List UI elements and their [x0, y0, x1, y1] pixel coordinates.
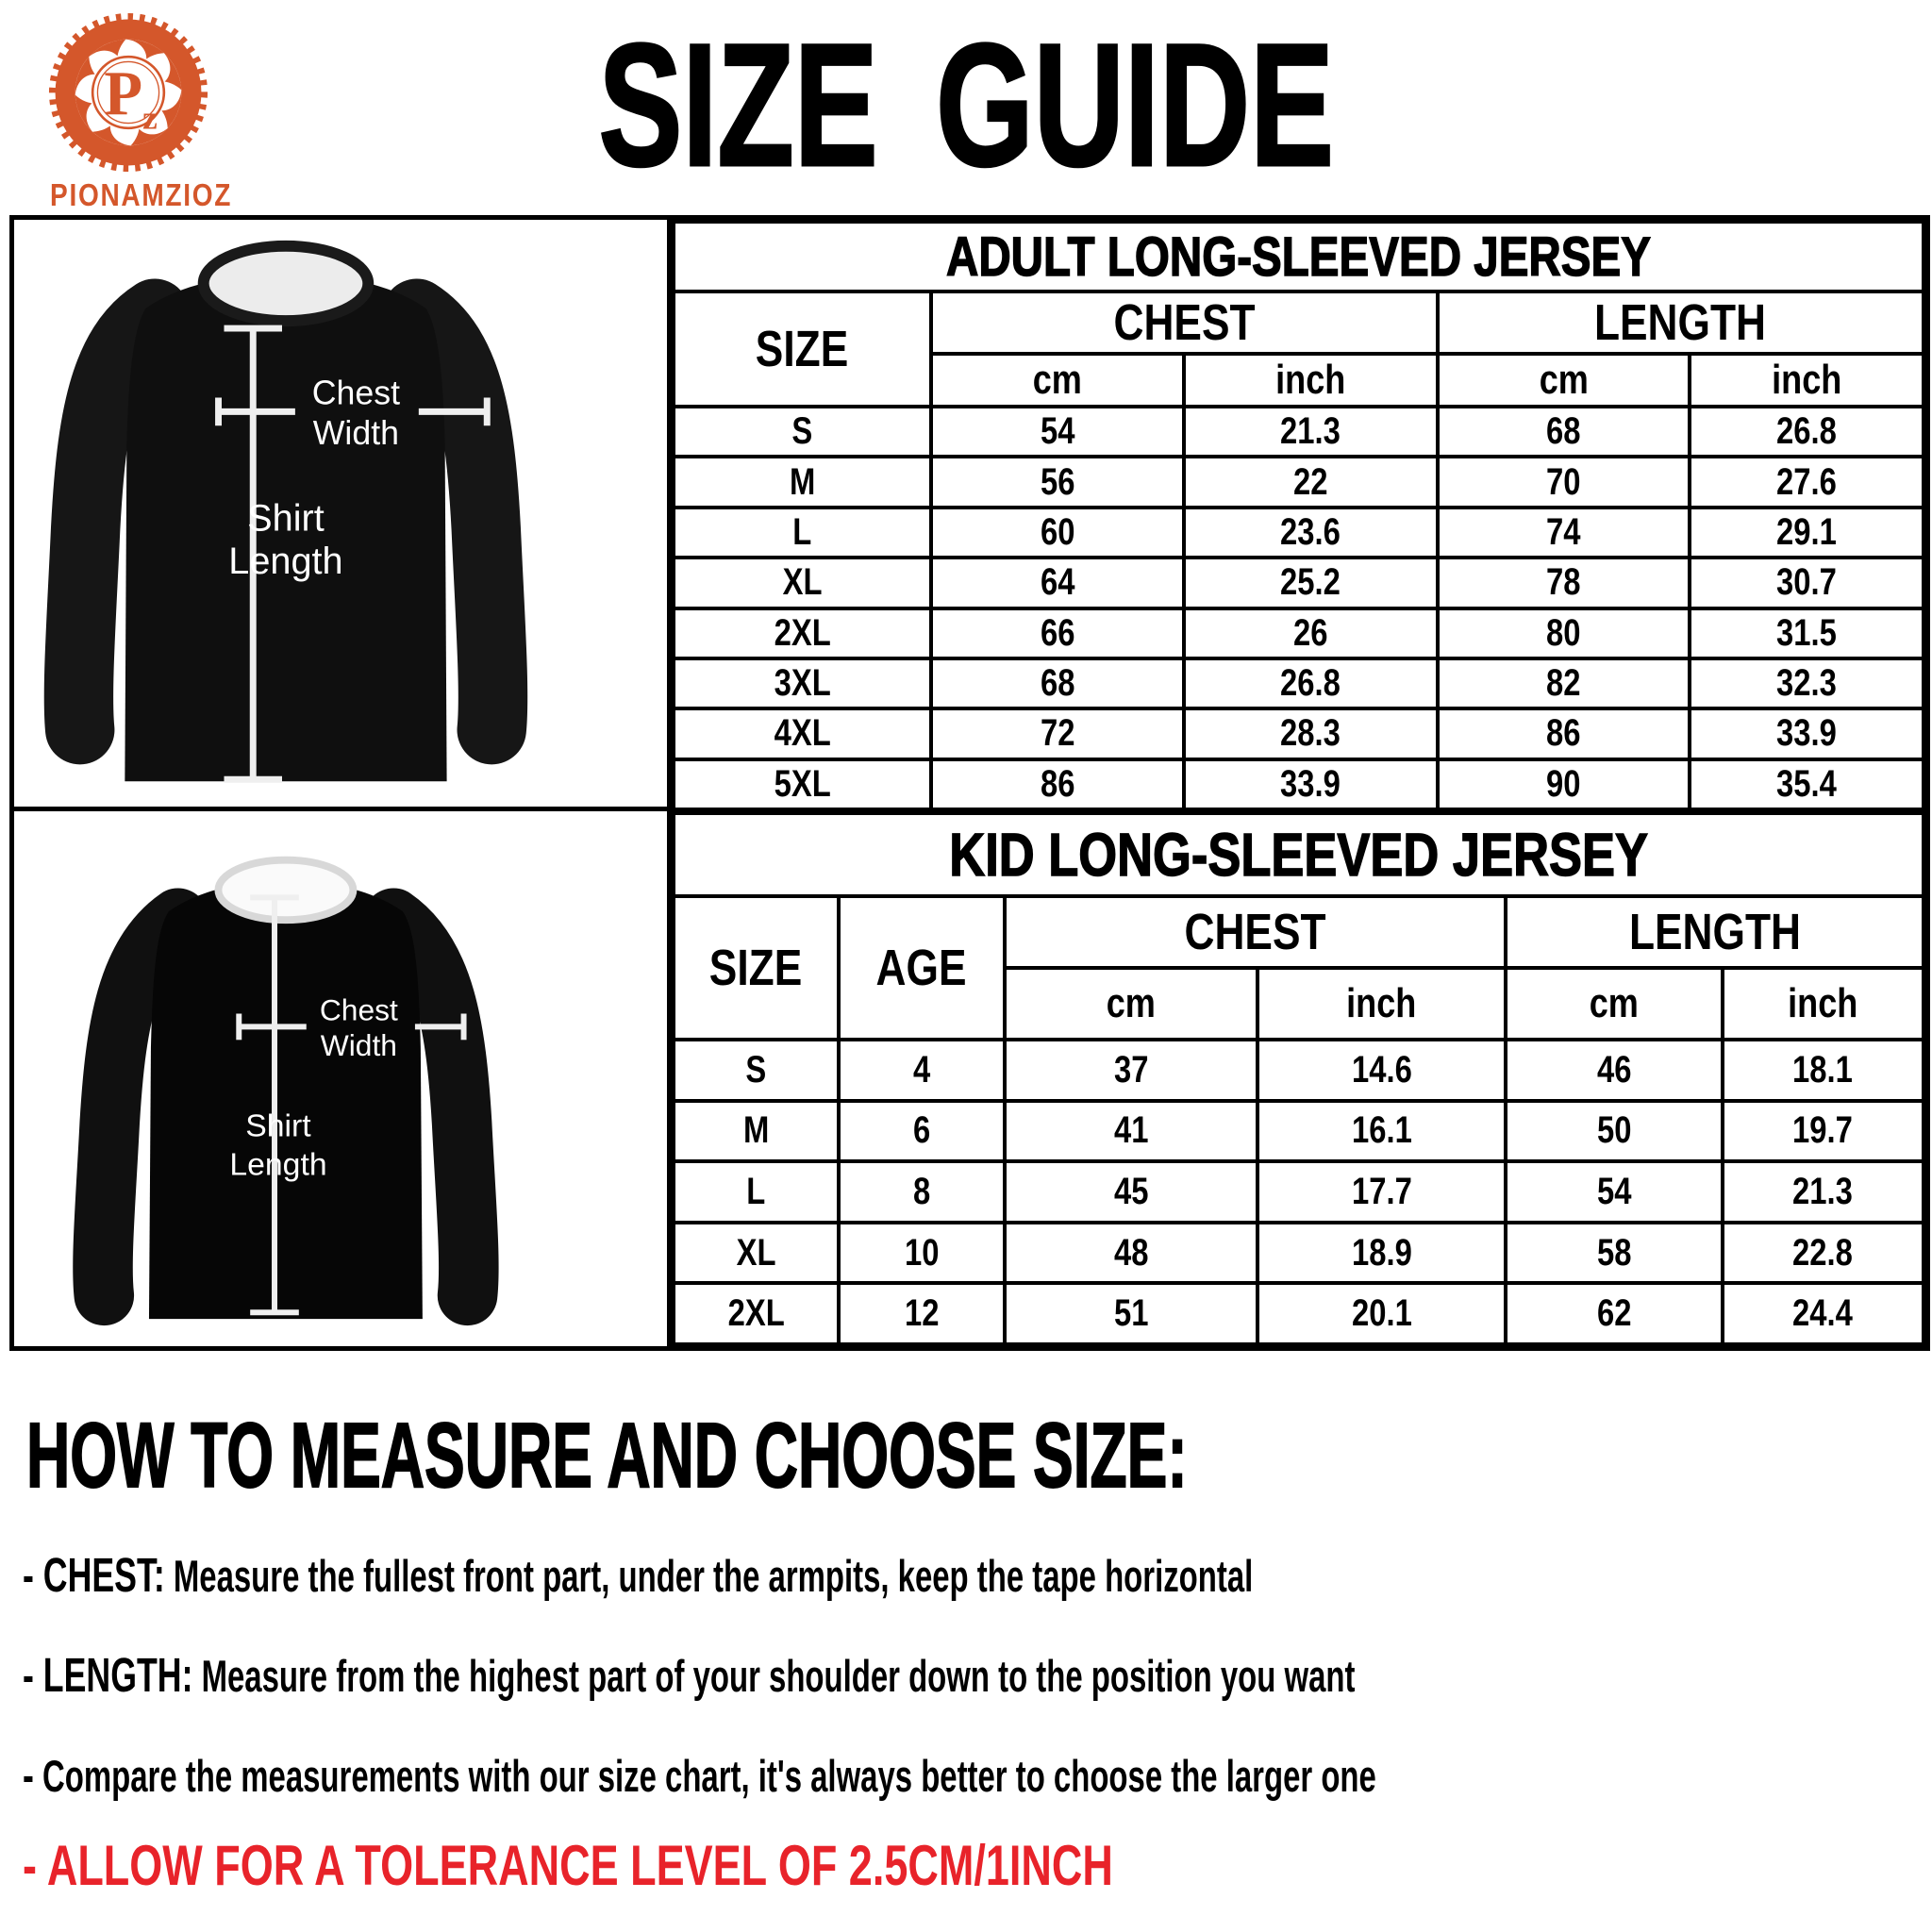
table-cell-length_cm: 82: [1438, 658, 1690, 708]
table-row: [674, 407, 1924, 457]
bullet-length: [23, 1649, 1926, 1702]
bullet-chest-text: Measure the fullest front part, under the armpits, keep the tape horizontal: [173, 1551, 1254, 1601]
table-row: [674, 508, 1924, 558]
table-cell-length_cm: 54: [1506, 1161, 1722, 1223]
table-cell-length_inch: 26.8: [1690, 407, 1924, 457]
table-cell-length_cm: 62: [1506, 1283, 1722, 1344]
table-cell-length_cm: 70: [1438, 457, 1690, 507]
adult-table-area: [672, 220, 1925, 811]
adult-size-table: [672, 220, 1925, 811]
kid-jersey-figure: [14, 811, 672, 1346]
table-cell-chest_inch: 17.7: [1257, 1161, 1507, 1223]
bullet-compare-label: -: [23, 1748, 34, 1802]
table-cell-length_inch: 32.3: [1690, 658, 1924, 708]
adult-table-title-row: [674, 222, 1924, 291]
bullet-compare-text: Compare the measurements with our size chart, it's always better to choose the larger one: [42, 1751, 1376, 1801]
table-row: [674, 1101, 1924, 1162]
bullet-compare: [23, 1749, 1932, 1802]
table-row: [674, 658, 1924, 708]
kid-table-area: [672, 811, 1925, 1346]
table-cell-chest_cm: 68: [931, 658, 1184, 708]
table-cell-chest_inch: 23.6: [1184, 508, 1438, 558]
page-title: SIZE GUIDE: [598, 8, 1334, 203]
table-cell-age: 12: [839, 1283, 1005, 1344]
length-cm-header: cm: [1589, 980, 1640, 1026]
table-row: [674, 1223, 1924, 1284]
table-cell-chest_inch: 28.3: [1184, 708, 1438, 758]
tolerance-note: - ALLOW FOR A TOLERANCE LEVEL OF 2.5CM/1INCH: [23, 1834, 1113, 1897]
shirt-length-label2: Length: [229, 1146, 327, 1183]
length-cm-header: cm: [1539, 357, 1589, 403]
shirt-length-label2: Length: [228, 540, 343, 582]
chest-cm-header: cm: [1106, 980, 1156, 1026]
table-cell-chest_cm: 51: [1005, 1283, 1257, 1344]
table-cell-chest_inch: 14.6: [1257, 1040, 1507, 1101]
table-cell-length_cm: 58: [1506, 1223, 1722, 1284]
table-row: [674, 708, 1924, 758]
length-inch-header: inch: [1788, 980, 1858, 1026]
table-cell-length_cm: 74: [1438, 508, 1690, 558]
table-row: [674, 1283, 1924, 1344]
table-cell-size: M: [674, 1101, 839, 1162]
bullet-chest-label: - CHEST:: [23, 1548, 165, 1602]
table-cell-chest_cm: 56: [931, 457, 1184, 507]
table-cell-size: XL: [674, 558, 931, 608]
chest-width-label: Chest: [311, 374, 401, 412]
bullet-chest: [23, 1549, 1780, 1602]
table-cell-size: S: [674, 407, 931, 457]
brand-name: PIONAMZIOZ: [50, 177, 233, 212]
table-cell-size: M: [674, 457, 931, 507]
table-cell-size: L: [674, 508, 931, 558]
table-row: [674, 1040, 1924, 1101]
table-row: [674, 608, 1924, 658]
shirt-length-label: Shirt: [245, 1108, 311, 1144]
table-cell-chest_cm: 54: [931, 407, 1184, 457]
table-cell-length_cm: 80: [1438, 608, 1690, 658]
length-header: LENGTH: [1628, 904, 1801, 960]
chest-cm-header: cm: [1032, 357, 1082, 403]
table-cell-chest_cm: 86: [931, 759, 1184, 809]
chest-width-label: Chest: [319, 992, 398, 1027]
chest-width-label2: Width: [312, 414, 400, 453]
chest-header: CHEST: [1113, 294, 1256, 351]
chest-header: CHEST: [1184, 904, 1326, 960]
table-cell-age: 6: [839, 1101, 1005, 1162]
table-cell-length_inch: 29.1: [1690, 508, 1924, 558]
length-header: LENGTH: [1594, 294, 1767, 351]
kid-table-title: KID LONG-SLEEVED JERSEY: [949, 821, 1648, 889]
table-cell-length_inch: 22.8: [1723, 1223, 1924, 1284]
table-cell-length_cm: 50: [1506, 1101, 1722, 1162]
table-cell-chest_cm: 60: [931, 508, 1184, 558]
table-cell-size: 3XL: [674, 658, 931, 708]
size-header: SIZE: [709, 940, 803, 996]
table-cell-length_inch: 21.3: [1723, 1161, 1924, 1223]
table-cell-size: 4XL: [674, 708, 931, 758]
table-cell-chest_cm: 45: [1005, 1161, 1257, 1223]
table-row: [674, 759, 1924, 809]
kid-jersey-image: [14, 811, 667, 1346]
table-cell-length_cm: 86: [1438, 708, 1690, 758]
table-cell-size: 5XL: [674, 759, 931, 809]
table-cell-chest_inch: 20.1: [1257, 1283, 1507, 1344]
how-to-heading: HOW TO MEASURE AND CHOOSE SIZE:: [26, 1404, 1188, 1507]
table-cell-size: 2XL: [674, 1283, 839, 1344]
age-header: AGE: [876, 940, 967, 996]
bullet-length-label: - LENGTH:: [23, 1648, 193, 1702]
table-cell-chest_cm: 37: [1005, 1040, 1257, 1101]
chest-inch-header: inch: [1346, 980, 1417, 1026]
table-cell-size: XL: [674, 1223, 839, 1284]
collar: [218, 860, 353, 921]
table-cell-size: S: [674, 1040, 839, 1101]
table-cell-length_inch: 19.7: [1723, 1101, 1924, 1162]
table-cell-chest_cm: 41: [1005, 1101, 1257, 1162]
table-cell-chest_cm: 64: [931, 558, 1184, 608]
size-header: SIZE: [756, 321, 849, 377]
jersey-body: [149, 881, 423, 1320]
bullet-length-text: Measure from the highest part of your shoulder down to the position you want: [201, 1651, 1356, 1701]
kid-size-table: [672, 811, 1925, 1346]
table-row: [674, 1161, 1924, 1223]
adult-jersey-image: [14, 220, 667, 807]
monogram-z: z: [142, 99, 158, 137]
adult-table-group-row: [674, 291, 1924, 354]
table-row: [674, 457, 1924, 507]
table-cell-length_cm: 78: [1438, 558, 1690, 608]
table-cell-chest_inch: 25.2: [1184, 558, 1438, 608]
chest-inch-header: inch: [1274, 357, 1346, 403]
table-cell-length_inch: 31.5: [1690, 608, 1924, 658]
table-cell-age: 4: [839, 1040, 1005, 1101]
table-cell-chest_inch: 26.8: [1184, 658, 1438, 708]
kid-table-title-row: [674, 813, 1924, 896]
table-cell-chest_cm: 48: [1005, 1223, 1257, 1284]
table-cell-length_inch: 18.1: [1723, 1040, 1924, 1101]
table-cell-length_inch: 27.6: [1690, 457, 1924, 507]
table-cell-chest_inch: 18.9: [1257, 1223, 1507, 1284]
adult-table-title: ADULT LONG-SLEEVED JERSEY: [946, 225, 1651, 288]
table-cell-length_cm: 90: [1438, 759, 1690, 809]
table-cell-size: L: [674, 1161, 839, 1223]
adult-jersey-figure: [14, 220, 672, 811]
collar: [204, 246, 369, 321]
table-cell-length_inch: 33.9: [1690, 708, 1924, 758]
table-cell-chest_inch: 22: [1184, 457, 1438, 507]
table-cell-chest_inch: 26: [1184, 608, 1438, 658]
table-cell-length_inch: 24.4: [1723, 1283, 1924, 1344]
table-cell-chest_cm: 72: [931, 708, 1184, 758]
table-cell-chest_cm: 66: [931, 608, 1184, 658]
shirt-length-label: Shirt: [247, 497, 325, 540]
table-cell-chest_inch: 16.1: [1257, 1101, 1507, 1162]
table-cell-age: 10: [839, 1223, 1005, 1284]
table-cell-length_cm: 68: [1438, 407, 1690, 457]
size-chart-frame: [9, 215, 1930, 1351]
table-cell-size: 2XL: [674, 608, 931, 658]
table-cell-length_cm: 46: [1506, 1040, 1722, 1101]
table-cell-age: 8: [839, 1161, 1005, 1223]
monogram-p: P: [104, 58, 143, 128]
table-cell-length_inch: 35.4: [1690, 759, 1924, 809]
chest-width-label2: Width: [320, 1028, 397, 1063]
table-cell-length_inch: 30.7: [1690, 558, 1924, 608]
kid-table-group-row: [674, 896, 1924, 968]
table-row: [674, 558, 1924, 608]
table-cell-chest_inch: 21.3: [1184, 407, 1438, 457]
length-inch-header: inch: [1772, 357, 1842, 403]
table-cell-chest_inch: 33.9: [1184, 759, 1438, 809]
